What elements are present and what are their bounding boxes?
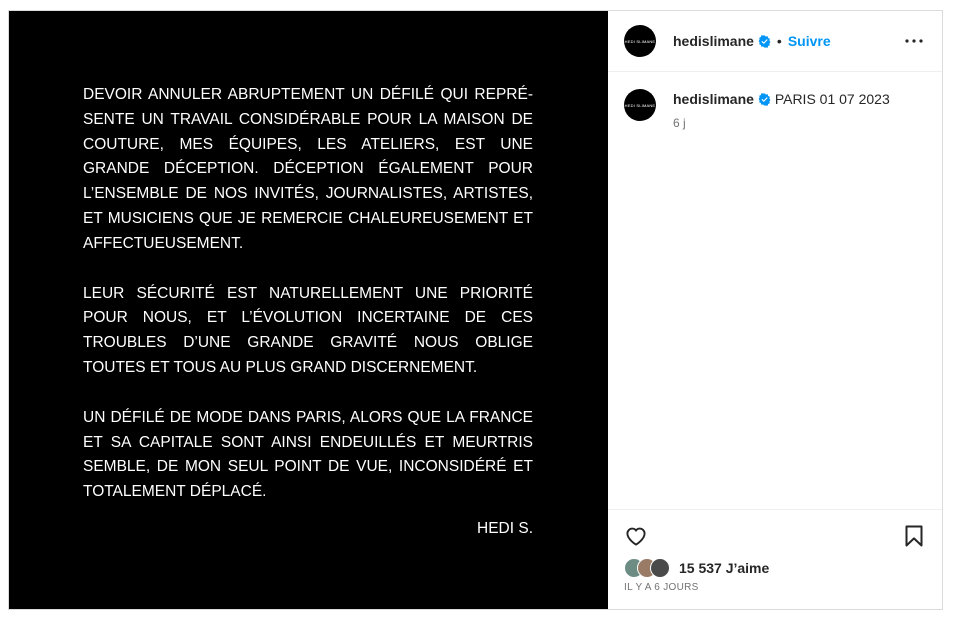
more-horizontal-icon: [902, 29, 926, 53]
statement-paragraph-3: UN DÉFILÉ DE MODE DANS PARIS, ALORS QUE LA FRANCE ET SA CAPITALE SONT AINSI ENDEUILLÉS ET MEURTRIS SEMBLE, DE MON SEUL POINT DE VUE, INCONSIDÉRÉ ET TOTALEMENT DÉPLACÉ.: [83, 408, 533, 501]
liker-avatar: [650, 558, 670, 578]
likes-count[interactable]: 15 537 J’aime: [679, 560, 770, 576]
post-image[interactable]: [9, 11, 608, 609]
heart-icon: [624, 524, 648, 548]
statement-paragraph-2: LEUR SÉCURITÉ EST NATURELLEMENT UNE PRIORITÉ POUR NOUS, ET L’ÉVOLUTION INCERTAINE DE CES TROUBLES D’UNE GRANDE GRAVITÉ NOUS OBLIGE TOUTES ET TOUS AU PLUS GRAND DISCERNEMENT.: [83, 284, 533, 376]
action-bar: [624, 522, 926, 550]
header-separator: •: [776, 33, 782, 49]
likes-row[interactable]: [624, 558, 926, 578]
follow-button[interactable]: Suivre: [787, 33, 831, 49]
like-button[interactable]: [624, 524, 648, 548]
caption-username[interactable]: hedislimane: [673, 91, 754, 107]
more-options-button[interactable]: [902, 29, 926, 53]
post-modal: [8, 10, 943, 610]
caption-avatar[interactable]: [624, 89, 656, 121]
verified-badge-icon: [758, 35, 771, 48]
caption-content: PARIS 01 07 2023: [774, 91, 890, 107]
verified-badge-icon: [758, 93, 771, 106]
avatar-logo-text: HEDI SLIMANE: [624, 38, 656, 44]
post-header: [608, 11, 942, 72]
statement-paragraph-1: DEVOIR ANNULER ABRUPTEMENT UN DÉFILÉ QUI REPRÉ-SENTE UN TRAVAIL CONSIDÉRABLE POUR LA MAISON DE COUTURE, MES ÉQUIPES, LES ATELIERS, EST UNE GRANDE DÉCEPTION. DÉCEPTION ÉGALEMENT POUR L’ENSEMBLE DE NOS INVITÉS, JOURNALISTES, ARTISTES, ET MUSICIENS QUE JE REMERCIE CHALEUREUSEMENT ET AFFECTUEUSEMENT.: [83, 86, 533, 252]
header-username[interactable]: hedislimane: [673, 33, 754, 49]
caption-text-line: [673, 89, 890, 108]
statement-signature: HEDI S.: [477, 520, 533, 537]
post-timestamp[interactable]: IL Y A 6 JOURS: [624, 582, 699, 593]
post-sidebar: [608, 11, 942, 609]
header-avatar[interactable]: [624, 25, 656, 57]
caption: [608, 72, 942, 130]
caption-age: 6 j: [673, 116, 686, 130]
liker-avatars: [624, 558, 676, 578]
statement-text: [83, 83, 533, 530]
save-button[interactable]: [902, 524, 926, 548]
bookmark-icon: [902, 524, 926, 548]
post-footer: [608, 509, 942, 609]
avatar-logo-text: HEDI SLIMANE: [624, 102, 656, 108]
caption-body: [673, 89, 890, 130]
